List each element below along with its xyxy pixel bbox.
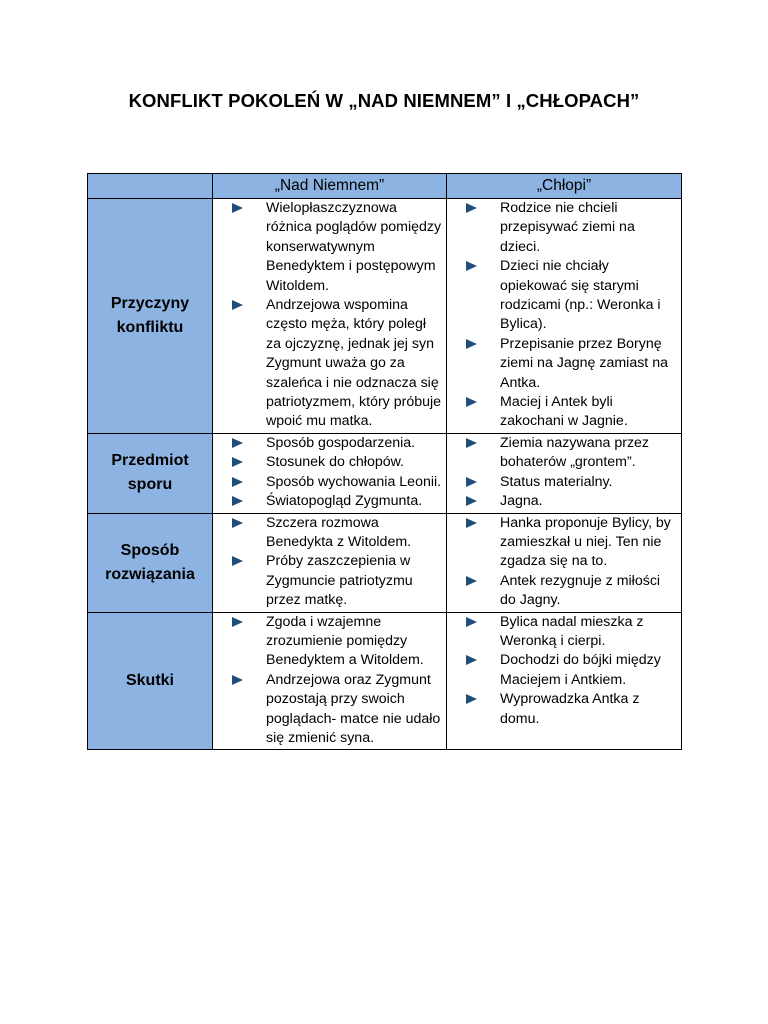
header-nad-niemnem: „Nad Niemnem” bbox=[213, 174, 447, 199]
list-item bbox=[447, 335, 677, 393]
list-item-text: Ziemia nazywana przez bohaterów „grontem”. bbox=[500, 434, 650, 471]
list-item bbox=[447, 690, 677, 729]
row-header-line: Przyczyny bbox=[110, 294, 190, 312]
table-row bbox=[88, 199, 682, 434]
row-header-line: sporu bbox=[127, 476, 173, 494]
arrow-bullet-icon bbox=[466, 438, 477, 448]
row-header-sposob bbox=[88, 513, 213, 612]
arrow-bullet-icon bbox=[466, 617, 477, 627]
list-item bbox=[213, 613, 442, 671]
cell-chlopi-przyczyny bbox=[447, 199, 682, 434]
list-item-text: Maciej i Antek byli zakochani w Jagnie. bbox=[500, 394, 628, 430]
list-item bbox=[213, 473, 442, 492]
arrow-bullet-icon bbox=[232, 496, 243, 506]
arrow-bullet-icon bbox=[466, 203, 477, 213]
list-item-text: Andrzejowa oraz Zygmunt pozostają przy swoich poglądach- matce nie udało się zmienić syna. bbox=[266, 671, 441, 746]
cell-nad-niemnem-przedmiot bbox=[213, 433, 447, 513]
list-item-text: Próby zaszczepienia w Zygmuncie patriotyzmu przez matkę. bbox=[266, 553, 413, 609]
cell-chlopi-sposob bbox=[447, 513, 682, 612]
list-item-text: Zgoda i wzajemne zrozumienie pomiędzy Benedyktem a Witoldem. bbox=[266, 613, 424, 669]
arrow-bullet-icon bbox=[232, 518, 243, 528]
list-item bbox=[447, 473, 677, 492]
list-item-text: Dochodzi do bójki między Maciejem i Antkiem. bbox=[500, 652, 661, 688]
list-item-text: Przepisanie przez Borynę ziemi na Jagnę zamiast na Antka. bbox=[500, 335, 668, 391]
arrow-bullet-icon bbox=[232, 477, 243, 487]
arrow-bullet-icon bbox=[466, 261, 477, 271]
row-header-line: Skutki bbox=[125, 671, 174, 689]
list-item bbox=[213, 199, 442, 296]
arrow-bullet-icon bbox=[466, 655, 477, 665]
table-row bbox=[88, 433, 682, 513]
header-empty-cell bbox=[88, 174, 213, 199]
list-item bbox=[447, 514, 677, 572]
row-header-line: rozwiązania bbox=[105, 565, 195, 583]
list-item-text: Sposób gospodarzenia. bbox=[266, 434, 416, 451]
cell-chlopi-przedmiot bbox=[447, 433, 682, 513]
arrow-bullet-icon bbox=[466, 496, 477, 506]
list-item bbox=[213, 671, 442, 749]
list-item bbox=[213, 453, 442, 472]
list-item-text: Światopogląd Zygmunta. bbox=[266, 493, 423, 510]
list-item bbox=[447, 393, 677, 432]
table-row bbox=[88, 612, 682, 750]
list-item bbox=[213, 434, 442, 453]
arrow-bullet-icon bbox=[232, 457, 243, 467]
row-header-line: Sposób bbox=[120, 541, 180, 559]
list-item bbox=[213, 552, 442, 610]
row-header-przedmiot bbox=[88, 433, 213, 513]
arrow-bullet-icon bbox=[466, 576, 477, 586]
comparison-table bbox=[87, 173, 682, 750]
cell-chlopi-skutki bbox=[447, 612, 682, 750]
list-item-text: Hanka proponuje Bylicy, by zamieszkał u niej. Ten nie zgadza się na to. bbox=[500, 514, 671, 570]
list-item-text: Stosunek do chłopów. bbox=[266, 454, 405, 471]
list-item bbox=[447, 613, 677, 652]
list-item bbox=[213, 514, 442, 553]
table-row bbox=[88, 513, 682, 612]
table-header-row bbox=[88, 174, 682, 199]
row-header-line: Przedmiot bbox=[111, 452, 189, 470]
list-item-text: Sposób wychowania Leonii. bbox=[266, 473, 442, 490]
arrow-bullet-icon bbox=[232, 675, 243, 685]
arrow-bullet-icon bbox=[232, 617, 243, 627]
list-item-text: Dzieci nie chciały opiekować się starymi rodzicami (np.: Weronka i Bylica). bbox=[500, 258, 661, 333]
list-item-text: Wielopłaszczyznowa różnica poglądów pomiędzy konserwatywnym Benedyktem i postępowym Witoldem. bbox=[266, 200, 442, 294]
arrow-bullet-icon bbox=[466, 477, 477, 487]
list-item bbox=[447, 572, 677, 611]
arrow-bullet-icon bbox=[466, 694, 477, 704]
header-chlopi: „Chłopi” bbox=[447, 174, 682, 199]
list-item-text: Andrzejowa wspomina często męża, który poległ za ojczyznę, jednak jej syn Zygmunt uważa go za szaleńca i nie odznacza się patriotyzmem, który próbuje wpoić mu matka. bbox=[266, 297, 442, 430]
cell-nad-niemnem-skutki bbox=[213, 612, 447, 750]
list-item bbox=[447, 434, 677, 473]
list-item bbox=[447, 257, 677, 335]
arrow-bullet-icon bbox=[232, 203, 243, 213]
list-item-text: Wyprowadzka Antka z domu. bbox=[500, 691, 640, 727]
row-header-skutki bbox=[88, 612, 213, 750]
list-item bbox=[447, 651, 677, 690]
list-item bbox=[213, 296, 442, 432]
cell-nad-niemnem-sposob bbox=[213, 513, 447, 612]
row-header-line: konfliktu bbox=[116, 318, 184, 336]
cell-nad-niemnem-przyczyny bbox=[213, 199, 447, 434]
arrow-bullet-icon bbox=[466, 518, 477, 528]
list-item-text: Szczera rozmowa Benedykta z Witoldem. bbox=[266, 514, 412, 550]
arrow-bullet-icon bbox=[232, 438, 243, 448]
arrow-bullet-icon bbox=[466, 397, 477, 407]
list-item-text: Status materialny. bbox=[500, 473, 613, 490]
list-item-text: Bylica nadal mieszka z Weronką i cierpi. bbox=[500, 613, 644, 649]
list-item-text: Jagna. bbox=[500, 493, 543, 510]
list-item bbox=[447, 492, 677, 511]
list-item bbox=[447, 199, 677, 257]
arrow-bullet-icon bbox=[232, 300, 243, 310]
list-item-text: Rodzice nie chcieli przepisywać ziemi na dzieci. bbox=[500, 200, 635, 255]
row-header-przyczyny bbox=[88, 199, 213, 434]
document-title: KONFLIKT POKOLEŃ W „NAD NIEMNEM” I „CHŁOPACH” bbox=[128, 90, 640, 111]
arrow-bullet-icon bbox=[232, 556, 243, 566]
arrow-bullet-icon bbox=[466, 339, 477, 349]
list-item-text: Antek rezygnuje z miłości do Jagny. bbox=[500, 572, 661, 609]
list-item bbox=[213, 492, 442, 511]
